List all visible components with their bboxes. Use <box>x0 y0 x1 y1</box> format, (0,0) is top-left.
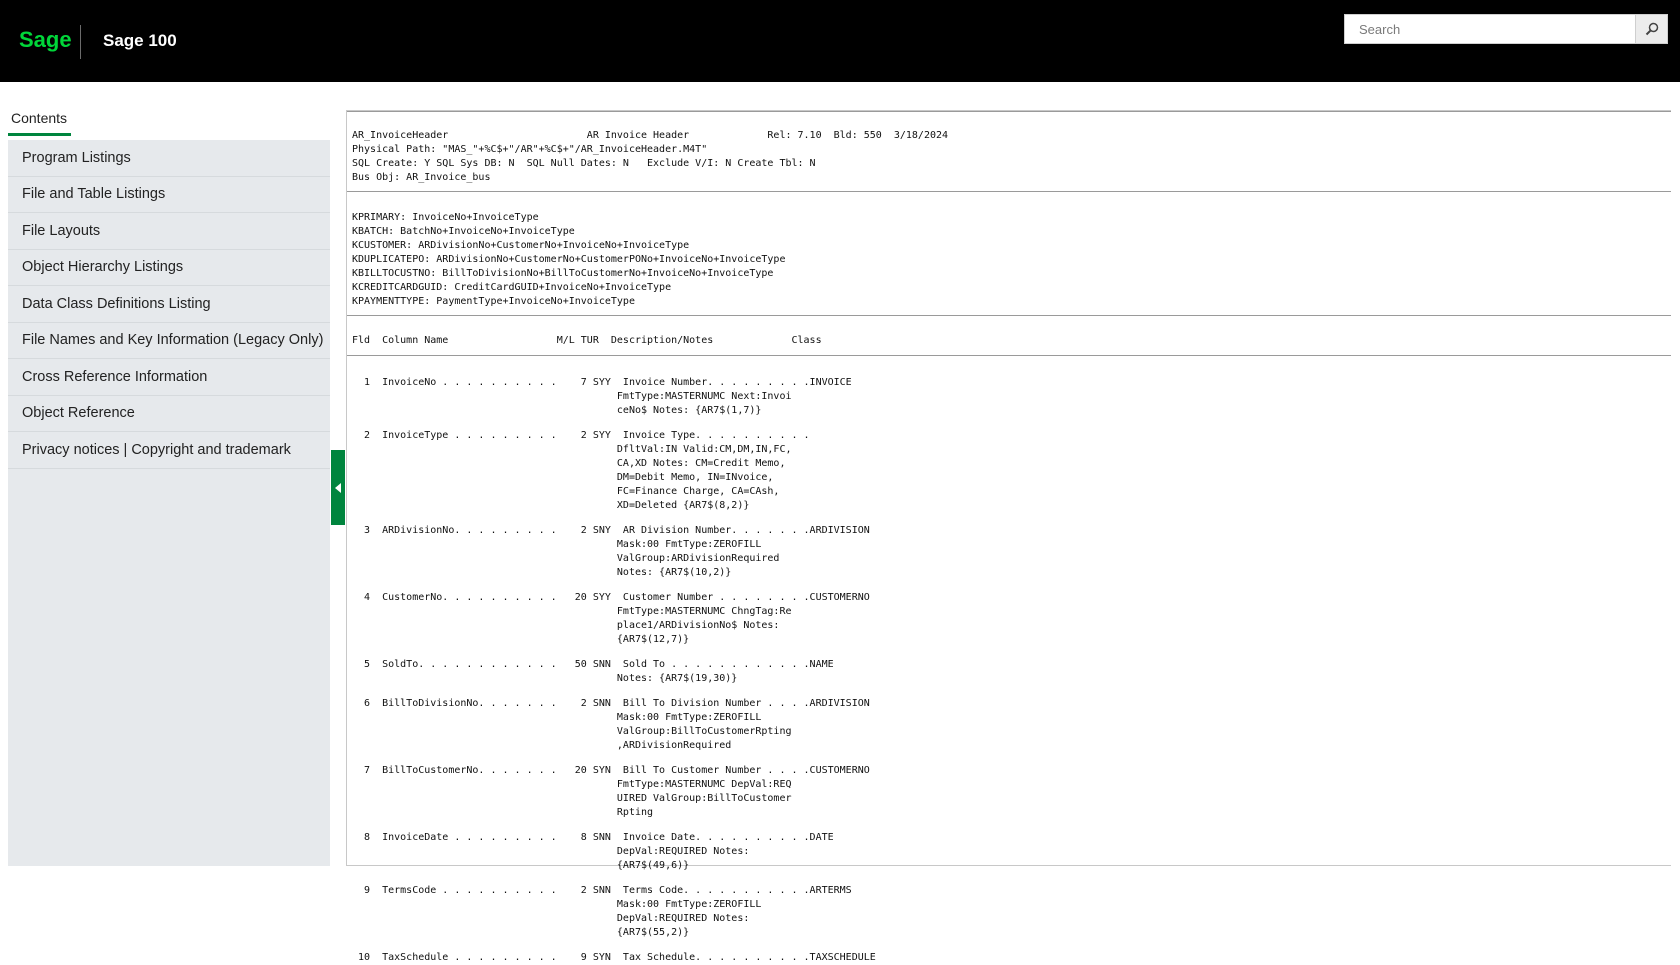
field-row: 7 BillToCustomerNo. . . . . . . 20 SYN Bill To Customer Number . . . .CUSTOMERNO FmtType:MASTERNUMC DepVal:REQ UIRED ValGroup:BillToCustomer Rpting <box>364 765 870 818</box>
logo-divider <box>80 25 81 59</box>
nav-item-data-class-definitions[interactable]: Data Class Definitions Listing <box>8 286 330 323</box>
sage-logo[interactable] <box>19 27 72 55</box>
nav-item-object-reference[interactable]: Object Reference <box>8 396 330 433</box>
field-row: 10 TaxSchedule . . . . . . . . . 9 SYN Tax Schedule. . . . . . . . . .TAXSCHEDULE <box>352 952 876 963</box>
field-row: 3 ARDivisionNo. . . . . . . . . 2 SNY AR Division Number. . . . . . .ARDIVISION Mask:00 FmtType:ZEROFILL ValGroup:ARDivisionRequired Notes: {AR7$(10,2)} <box>364 525 870 578</box>
field-row: 4 CustomerNo. . . . . . . . . . 20 SYY Customer Number . . . . . . . .CUSTOMERNO FmtType:MASTERNUMC ChngTag:Re place1/ARDivisionNo$ Notes: {AR7$(12,7)} <box>364 592 870 645</box>
search-box <box>1344 14 1668 44</box>
nav-item-file-layouts[interactable]: File Layouts <box>8 213 330 250</box>
key-definitions: KPRIMARY: InvoiceNo+InvoiceType KBATCH: BatchNo+InvoiceNo+InvoiceType KCUSTOMER: ARDivisionNo+CustomerNo+InvoiceNo+InvoiceType KDUPLICATEPO: ARDivisionNo+CustomerNo+CustomerPONo+InvoiceNo+InvoiceType KBILLTOCUSTNO: BillToDivisionNo+BillToCustomerNo+InvoiceNo+InvoiceType KCREDITCARDGUID: CreditCardGUID+InvoiceNo+InvoiceType KPAYMENTTYPE: PaymentType+InvoiceNo+InvoiceType <box>352 212 786 307</box>
field-row: 2 InvoiceType . . . . . . . . . 2 SYY Invoice Type. . . . . . . . . . DfltVal:IN Valid:CM,DM,IN,FC, CA,XD Notes: CM=Credit Memo, DM=Debit Memo, IN=INvoice, FC=Finance Charge, CA=CAsh, XD=Deleted {AR7$(8,2)} <box>364 430 810 511</box>
field-row: 1 InvoiceNo . . . . . . . . . . 7 SYY Invoice Number. . . . . . . . .INVOICE FmtType:MASTERNUMC Next:Invoi ceNo$ Notes: {AR7$(1,7)} <box>364 377 852 416</box>
field-row: 6 BillToDivisionNo. . . . . . . 2 SNN Bill To Division Number . . . .ARDIVISION Mask:00 FmtType:ZEROFILL ValGroup:BillToCustomerRpting ,ARDivisionRequired <box>364 698 870 751</box>
sidebar-nav <box>8 140 330 866</box>
search-icon <box>1645 22 1659 36</box>
field-row: 5 SoldTo. . . . . . . . . . . . 50 SNN Sold To . . . . . . . . . . . .NAME Notes: {AR7$(19,30)} <box>364 659 834 684</box>
chevron-left-icon <box>335 483 341 493</box>
top-header <box>0 0 1680 82</box>
nav-item-cross-reference[interactable]: Cross Reference Information <box>8 359 330 396</box>
nav-item-file-names-key-info[interactable]: File Names and Key Information (Legacy Only) <box>8 323 330 360</box>
nav-item-program-listings[interactable]: Program Listings <box>8 140 330 177</box>
logo-text: Sage <box>19 27 72 52</box>
tab-contents[interactable]: Contents <box>8 108 71 136</box>
document-pane[interactable] <box>346 110 1671 963</box>
search-button[interactable] <box>1635 15 1667 43</box>
column-header-row: Fld Column Name M/L TUR Description/Notes Class <box>352 335 822 346</box>
search-input[interactable] <box>1345 15 1637 43</box>
field-row: 9 TermsCode . . . . . . . . . . 2 SNN Terms Code. . . . . . . . . . .ARTERMS Mask:00 FmtType:ZEROFILL DepVal:REQUIRED Notes: {AR7$(55,2)} <box>364 885 852 938</box>
nav-item-object-hierarchy-listings[interactable]: Object Hierarchy Listings <box>8 250 330 287</box>
field-list <box>347 356 1671 965</box>
field-row: 8 InvoiceDate . . . . . . . . . 8 SNN Invoice Date. . . . . . . . . .DATE DepVal:REQUIRED Notes: {AR7$(49,6)} <box>364 832 834 871</box>
sidebar-collapse-toggle[interactable] <box>331 450 345 525</box>
nav-item-file-and-table-listings[interactable]: File and Table Listings <box>8 177 330 214</box>
product-name: Sage 100 <box>103 31 177 50</box>
nav-item-privacy-copyright[interactable]: Privacy notices | Copyright and trademark <box>8 432 330 469</box>
table-header-info: AR_InvoiceHeader AR Invoice Header Rel: 7.10 Bld: 550 3/18/2024 Physical Path: "MAS_"+%C$+"/AR"+%C$+"/AR_InvoiceHeader.M4T" SQL Create: Y SQL Sys DB: N SQL Null Dates: N Exclude V/I: N Create Tbl: N Bus Obj: AR_Invoice_bus <box>352 130 949 183</box>
